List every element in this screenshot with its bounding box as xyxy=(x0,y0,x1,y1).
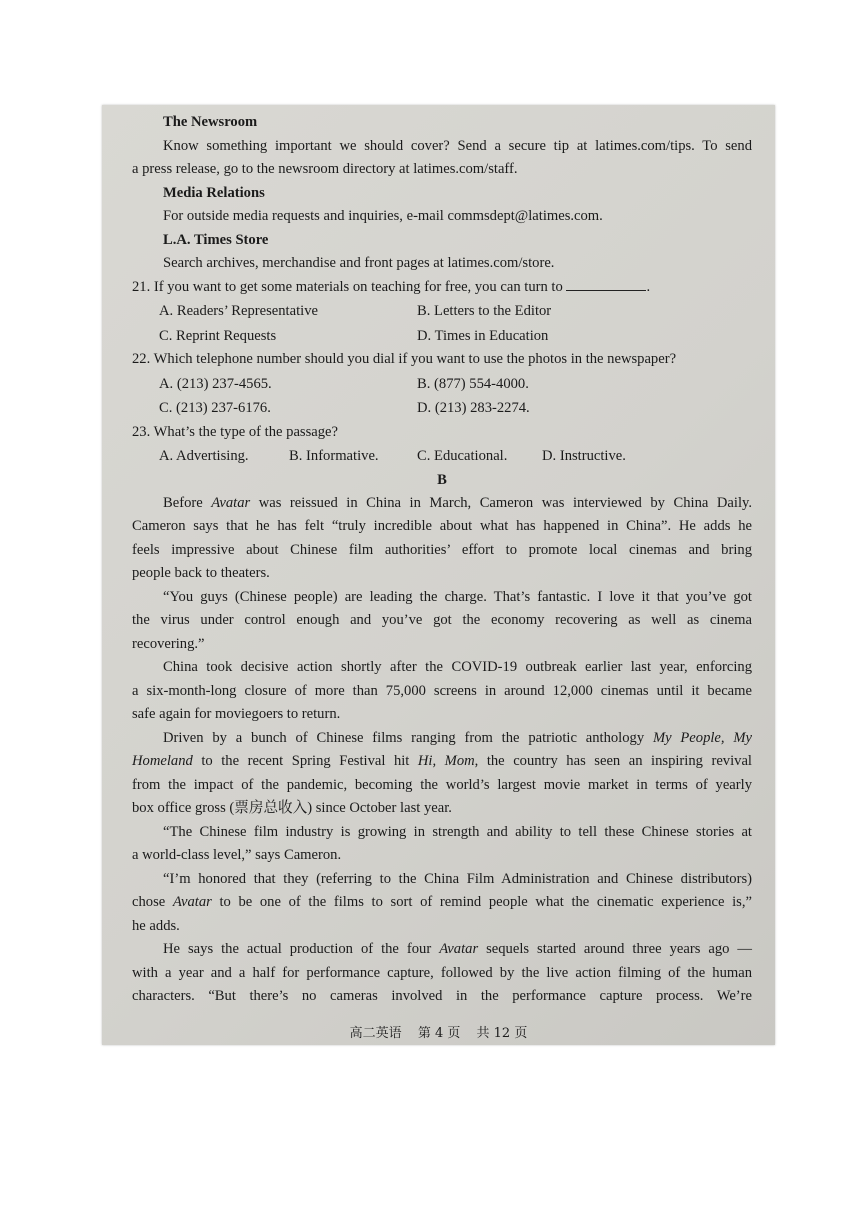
passage-line: feels impressive about Chinese film authorities’ effort to promote local cinemas and bring xyxy=(132,541,752,558)
passage-line: the virus under control enough and you’ve got the economy recovering as well as cinema xyxy=(132,612,752,628)
footer-total-pages: 共 12 页 xyxy=(476,1026,528,1041)
passage-line: people back to theaters. xyxy=(132,565,270,581)
footer-page-number: 第 4 页 xyxy=(417,1026,461,1041)
store-heading: L.A. Times Store xyxy=(163,231,269,248)
question-21-options-row2 xyxy=(132,324,752,349)
question-21-options-row1 xyxy=(132,299,752,324)
passage-line: Cameron says that he has felt “truly incredible about what has happened in China”. He adds he xyxy=(132,518,752,534)
newsroom-text-line1: Know something important we should cover? Send a secure tip at latimes.com/tips. To send xyxy=(163,137,752,154)
footer-subject: 高二英语 xyxy=(349,1026,402,1041)
section-b-heading: B xyxy=(437,471,447,488)
page-footer xyxy=(102,1022,775,1041)
question-21-stem: 21. If you want to get some materials on teaching for free, you can turn to . xyxy=(132,278,651,295)
passage-line: a six-month-long closure of more than 75,000 screens in around 12,000 cinemas until it became xyxy=(132,682,752,699)
question-23-options xyxy=(132,444,752,469)
question-23-stem: 23. What’s the type of the passage? xyxy=(132,423,339,440)
passage-line: Homeland to the recent Spring Festival hit Hi, Mom, the country has seen an inspiring revival xyxy=(132,753,752,769)
option-23-c: C. Educational. xyxy=(417,448,508,464)
passage-line: chose Avatar to be one of the films to sort of remind people what the cinematic experience is,” xyxy=(132,894,752,910)
media-relations-heading: Media Relations xyxy=(163,184,265,201)
passage-line: with a year and a half for performance capture, followed by the live action filming of the human xyxy=(132,964,752,981)
answer-blank xyxy=(566,277,646,291)
question-22-stem: 22. Which telephone number should you dial if you want to use the photos in the newspaper? xyxy=(132,351,677,367)
question-22-options-row2 xyxy=(132,396,752,421)
passage-line: “The Chinese film industry is growing in strength and ability to tell these Chinese stories at xyxy=(163,823,752,840)
passage-line: recovering.” xyxy=(132,635,205,652)
option-21-c: C. Reprint Requests xyxy=(159,327,277,344)
newsroom-heading: The Newsroom xyxy=(163,114,258,130)
question-22-options-row1 xyxy=(132,372,752,397)
option-21-b: B. Letters to the Editor xyxy=(417,303,552,319)
option-22-c: C. (213) 237-6176. xyxy=(159,400,271,416)
passage-line: He says the actual production of the four Avatar sequels started around three years ago — xyxy=(163,941,752,957)
passage-line: characters. “But there’s no cameras involved in the performance capture process. We’re xyxy=(132,988,752,1004)
option-23-a: A. Advertising. xyxy=(159,448,249,464)
page-content xyxy=(132,111,752,1009)
passage-line: Driven by a bunch of Chinese films ranging from the patriotic anthology My People, My xyxy=(163,729,752,746)
option-23-b: B. Informative. xyxy=(289,448,379,464)
option-22-a: A. (213) 237-4565. xyxy=(159,375,272,392)
passage-line: China took decisive action shortly after the COVID-19 outbreak earlier last year, enforcing xyxy=(163,659,752,675)
passage-line: a world-class level,” says Cameron. xyxy=(132,847,342,863)
option-23-d: D. Instructive. xyxy=(542,448,626,464)
passage-line: box office gross (票房总收入) since October last year. xyxy=(132,800,452,816)
passage-line: he adds. xyxy=(132,917,180,934)
passage-line: Before Avatar was reissued in China in March, Cameron was interviewed by China Daily. xyxy=(163,494,753,511)
option-21-a: A. Readers’ Representative xyxy=(159,303,318,319)
exam-page xyxy=(102,105,775,1045)
passage-line: “You guys (Chinese people) are leading the charge. That’s fantastic. I love it that you’ve got xyxy=(163,588,752,605)
store-text: Search archives, merchandise and front pages at latimes.com/store. xyxy=(163,255,555,271)
option-22-b: B. (877) 554-4000. xyxy=(417,375,529,392)
passage-line: safe again for moviegoers to return. xyxy=(132,706,341,722)
newsroom-text-line2: a press release, go to the newsroom directory at latimes.com/staff. xyxy=(132,161,518,177)
option-22-d: D. (213) 283-2274. xyxy=(417,400,530,416)
passage-line: “I’m honored that they (referring to the China Film Administration and Chinese distributors) xyxy=(163,870,752,887)
option-21-d: D. Times in Education xyxy=(417,327,549,344)
passage-line: from the impact of the pandemic, becoming the world’s largest movie market in terms of yearly xyxy=(132,776,752,793)
media-relations-text: For outside media requests and inquiries, e-mail commsdept@latimes.com. xyxy=(163,208,603,224)
